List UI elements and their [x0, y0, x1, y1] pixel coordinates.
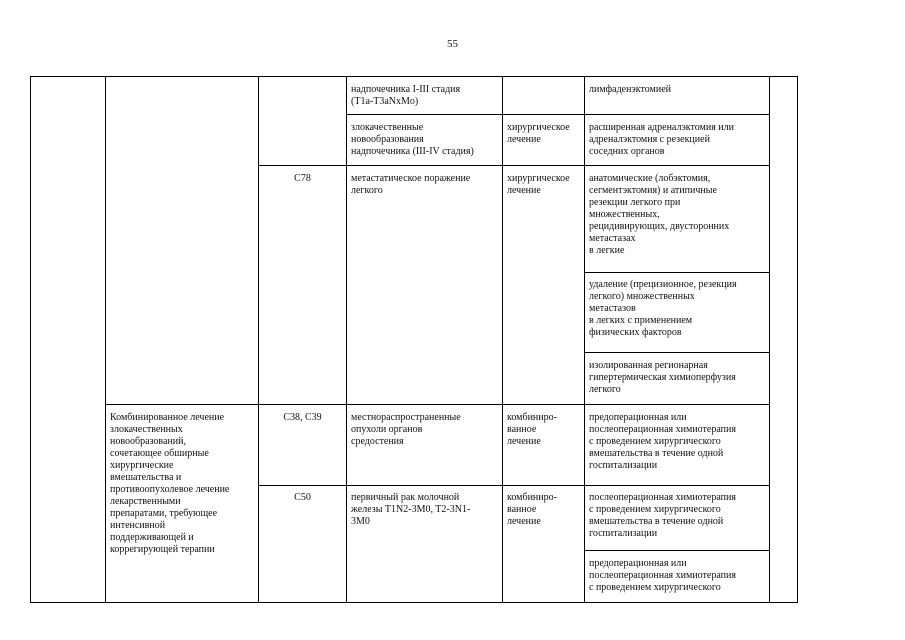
row-divider: [584, 550, 769, 551]
icd-code-cell: C38, C39: [283, 412, 322, 423]
treatment-cell: комбиниро- ванное лечение: [507, 492, 557, 527]
group-cell: Комбинированное лечение злокачественных новообразований, сочетающее обширные хирургические вмешательства и противоопухолевое лечение лекарственными препаратами, требующее интенсивной поддерживающей и коррегирующей терапии: [110, 412, 230, 555]
row-divider: [258, 165, 769, 166]
row-divider: [346, 114, 769, 115]
row-divider: [584, 272, 769, 273]
icd-code-cell: C50: [294, 492, 311, 503]
treatment-cell: комбиниро- ванное лечение: [507, 412, 557, 447]
diagnosis-cell: первичный рак молочной железы T1N2-3M0, T2-3N1- 3M0: [351, 492, 471, 527]
diagnosis-cell: метастатическое поражение легкого: [351, 173, 471, 196]
method-cell: предоперационная или послеоперационная химиотерапия с проведением хирургического: [589, 558, 736, 593]
column-divider: [584, 76, 585, 603]
page-number: 55: [447, 38, 458, 50]
row-divider: [584, 352, 769, 353]
row-divider: [258, 485, 769, 486]
table-border-left: [30, 76, 31, 603]
table-border-top: [30, 76, 797, 77]
row-divider: [105, 404, 769, 405]
diagnosis-cell: надпочечника I-III стадия (T1a-T3aNxMo): [351, 84, 461, 107]
table-border-bottom: [30, 602, 797, 603]
diagnosis-cell: местнораспространенные опухоли органов средостения: [351, 412, 461, 447]
method-cell: лимфаденэктомией: [589, 84, 672, 95]
treatment-cell: хирургическое лечение: [507, 122, 570, 145]
method-cell: анатомические (лобэктомия, сегментэктомия) и атипичные резекции легкого при множественных, рецидивирующих, двусторонних метастазах в легкие: [589, 173, 730, 256]
icd-code-cell: C78: [294, 173, 311, 184]
medical-procedures-table: [30, 76, 797, 602]
column-divider: [769, 76, 770, 603]
method-cell: послеоперационная химиотерапия с проведением хирургического вмешательства в течение одной госпитализации: [589, 492, 736, 539]
column-divider: [105, 76, 106, 603]
method-cell: предоперационная или послеоперационная химиотерапия с проведением хирургического вмешательства в течение одной госпитализации: [589, 412, 736, 471]
column-divider: [258, 76, 259, 603]
column-divider: [502, 76, 503, 603]
method-cell: изолированная регионарная гипертермическая химиоперфузия легкого: [589, 360, 736, 395]
table-border-right: [797, 76, 798, 603]
diagnosis-cell: злокачественные новообразования надпочечника (III-IV стадия): [351, 122, 474, 157]
column-divider: [346, 76, 347, 603]
method-cell: удаление (прецизионное, резекция легкого) множественных метастазов в легких с применением физических факторов: [589, 279, 737, 338]
treatment-cell: хирургическое лечение: [507, 173, 570, 196]
method-cell: расширенная адреналэктомия или адреналэктомия с резекцией соседних органов: [589, 122, 734, 157]
